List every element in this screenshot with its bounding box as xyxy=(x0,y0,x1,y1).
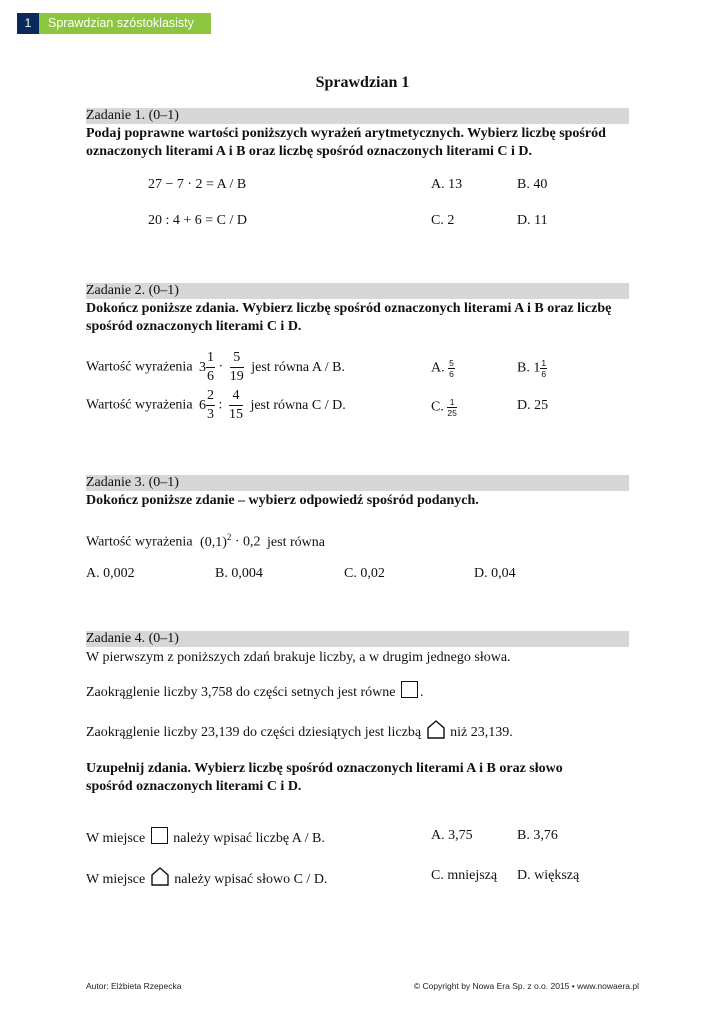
task-3-option-a: A. 0,002 xyxy=(86,566,135,581)
square-icon xyxy=(151,827,168,844)
page-title: Sprawdzian 1 xyxy=(315,74,410,91)
task-2-sentence-2: Wartość wyrażenia 6 $\frac{2}{3}$ : $\frac{4}{15}$ jest równa C / D. xyxy=(86,388,346,422)
task-4-header: Zadanie 4. (0–1) xyxy=(86,631,629,647)
square-icon xyxy=(401,681,418,698)
task-4-intro: W pierwszym z poniższych zdań brakuje liczby, a w drugim jednego słowa. xyxy=(86,650,511,665)
page-number-badge: 1 xyxy=(17,13,39,34)
task-2-option-a: A. $\frac{5}{6}$ xyxy=(431,358,454,379)
task-3-option-d: D. 0,04 xyxy=(474,566,516,581)
task-3-instruction: Dokończ poniższe zdanie – wybierz odpowiedź spośród podanych. xyxy=(86,493,479,508)
task-2-sentence-1: Wartość wyrażenia 3 $\frac{1}{6}$ · $\frac{5}{19}$ jest równa A / B. xyxy=(86,350,345,384)
task-1-expression-1: 27 − 7 · 2 = A / B xyxy=(148,177,247,192)
task-2-option-d: D. 25 xyxy=(517,398,549,413)
task-1-option-c: C. 2 xyxy=(431,213,455,228)
task-1-instruction-line2: oznaczonych literami A i B oraz liczbę spośród oznaczonych literami C i D. xyxy=(86,144,532,159)
task-4-option-d: D. większą xyxy=(517,868,580,883)
house-icon xyxy=(427,720,445,739)
task-3-option-b: B. 0,004 xyxy=(215,566,263,581)
task-2-header: Zadanie 2. (0–1) xyxy=(86,283,629,299)
task-1-option-b: B. 40 xyxy=(517,177,548,192)
task-1-option-d: D. 11 xyxy=(517,213,548,228)
task-3-header: Zadanie 3. (0–1) xyxy=(86,475,629,491)
task-4-question-1: W miejsce należy wpisać liczbę A / B. xyxy=(86,827,325,848)
task-1-instruction-line1: Podaj poprawne wartości poniższych wyrażeń arytmetycznych. Wybierz liczbę spośród xyxy=(86,126,606,141)
task-4-option-a: A. 3,75 xyxy=(431,828,473,843)
header-label: Sprawdzian szóstoklasisty xyxy=(39,13,211,34)
house-icon xyxy=(151,867,169,886)
task-4-sentence-2: Zaokrąglenie liczby 23,139 do części dziesiątych jest liczbą niż 23,139. xyxy=(86,720,513,742)
task-3-expression: Wartość wyrażenia $(0,1)^2 \cdot 0,2$ jest równa xyxy=(86,532,325,550)
task-2-instruction-line2: spośród oznaczonych literami C i D. xyxy=(86,319,302,334)
task-1-expression-2: 20 : 4 + 6 = C / D xyxy=(148,213,248,228)
task-2-instruction-line1: Dokończ poniższe zdania. Wybierz liczbę spośród oznaczonych literami A i B oraz liczbę xyxy=(86,301,612,316)
task-3-option-c: C. 0,02 xyxy=(344,566,385,581)
task-2-option-b: B. 1 $\frac{1}{6}$ xyxy=(517,358,547,379)
task-1-header: Zadanie 1. (0–1) xyxy=(86,108,629,124)
task-4-instruction-line1: Uzupełnij zdania. Wybierz liczbę spośród oznaczonych literami A i B oraz słowo xyxy=(86,761,563,776)
task-1-option-a: A. 13 xyxy=(431,177,463,192)
task-4-instruction-line2: spośród oznaczonych literami C i D. xyxy=(86,779,302,794)
task-4-option-b: B. 3,76 xyxy=(517,828,558,843)
task-4-option-c: C. mniejszą xyxy=(431,868,498,883)
task-4-question-2: W miejsce należy wpisać słowo C / D. xyxy=(86,867,327,889)
footer-author: Autor: Elżbieta Rzepecka xyxy=(86,981,182,991)
task-4-sentence-1: Zaokrąglenie liczby 3,758 do części setnych jest równe . xyxy=(86,681,423,702)
task-2-option-c: C. $\frac{1}{25}$ xyxy=(431,397,457,418)
footer-copyright: © Copyright by Nowa Era Sp. z o.o. 2015 • www.nowaera.pl xyxy=(413,981,639,991)
